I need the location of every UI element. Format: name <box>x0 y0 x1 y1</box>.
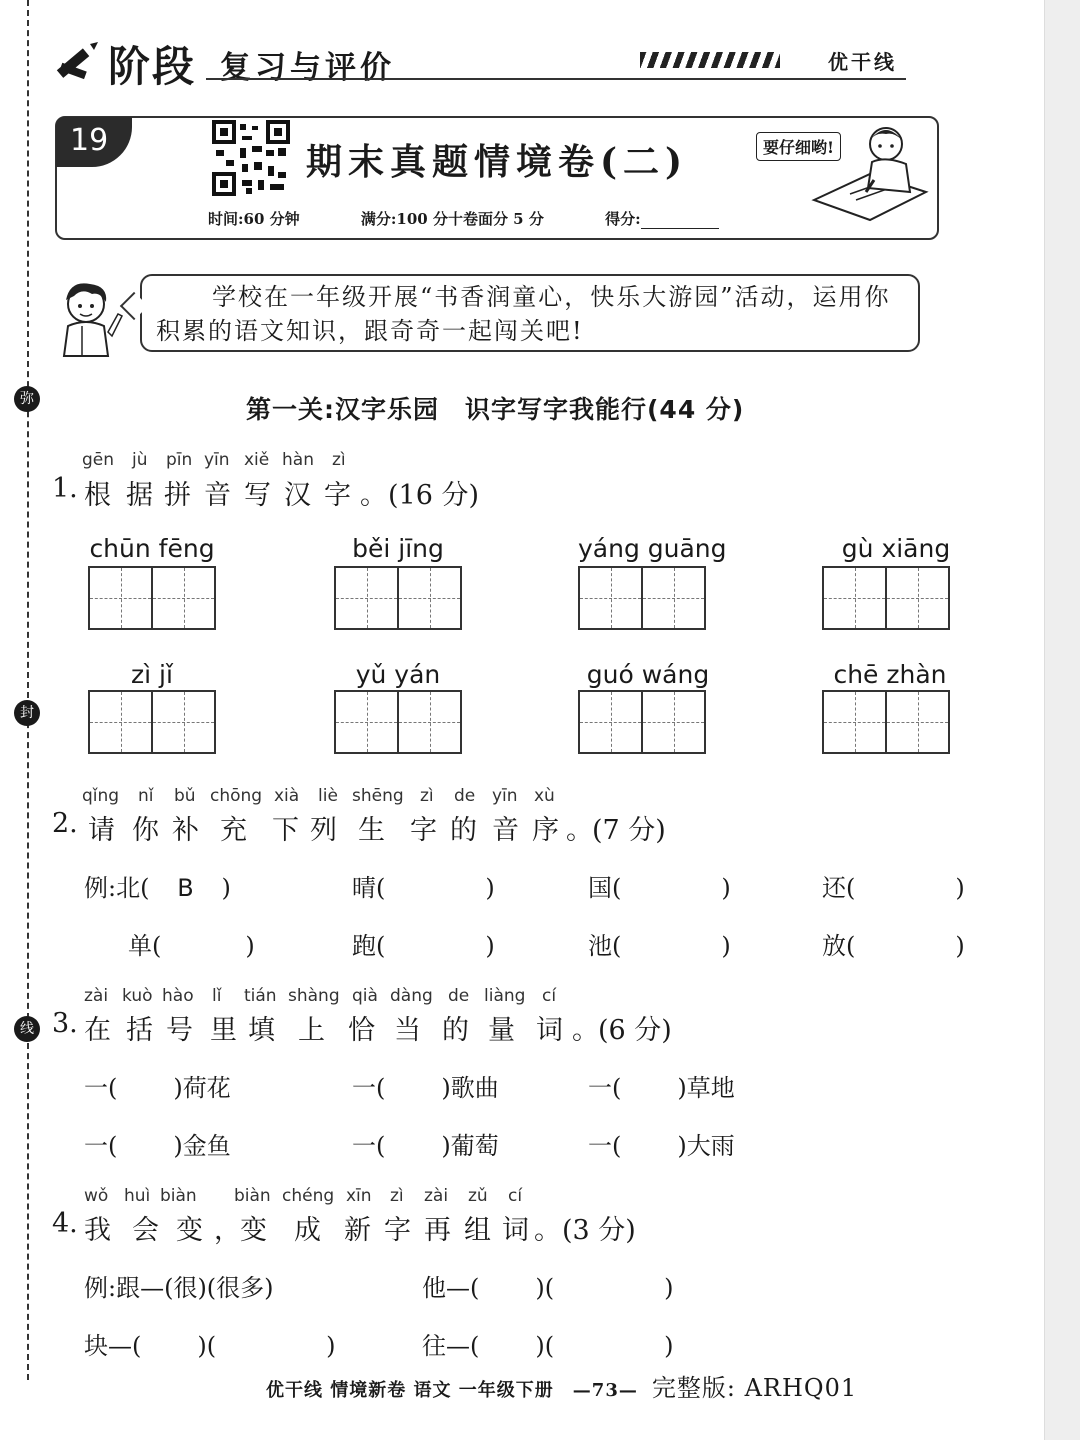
item-post: ) <box>664 1274 674 1302</box>
brand-label: 优干线 <box>828 50 897 74</box>
item-mid: )( <box>535 1274 555 1302</box>
tianzige-box[interactable] <box>88 566 216 630</box>
heading-char: 字 <box>324 480 351 511</box>
pinyin: yīn <box>492 786 518 806</box>
intro-content: 学校在一年级开展“书香润童心，快乐大游园”活动，运用你积累的语文知识，跟奇奇一起闯关吧! <box>156 283 891 345</box>
q2-item[interactable] <box>822 868 965 903</box>
item-mid: )( <box>197 1332 217 1360</box>
time-limit: 时间:60 分钟 <box>208 210 300 228</box>
tianzige-box[interactable] <box>822 566 950 630</box>
q3-item[interactable] <box>352 1126 499 1161</box>
heading-char: 生 <box>358 815 385 846</box>
stage-title: 阶段 <box>108 42 197 91</box>
footer-text: 优干线 情境新卷 语文 一年级下册 —73— <box>266 1380 638 1401</box>
pinyin: lǐ <box>212 986 222 1006</box>
tianzige-box[interactable] <box>578 566 706 630</box>
paper-meta <box>208 208 775 229</box>
heading-char: 会 <box>132 1215 159 1246</box>
heading-char: 列 <box>310 815 337 846</box>
section-1-title: 第一关:汉字乐园 识字写字我能行(44 分) <box>246 395 745 424</box>
item-post: )大雨 <box>677 1132 735 1160</box>
heading-char: 里 <box>210 1015 237 1046</box>
binding-cut-line <box>27 0 29 1380</box>
q1-pinyin-label: yǔ yán <box>355 660 441 689</box>
heading-char: 拼 <box>164 480 191 511</box>
heading-char: 请 <box>88 815 115 846</box>
heading-char: 变 <box>176 1215 203 1246</box>
close-paren: ) <box>485 932 495 960</box>
pencil-logo-icon <box>52 38 100 86</box>
qr-code-icon[interactable] <box>212 120 290 196</box>
pinyin: huì <box>124 1186 151 1206</box>
stage-subtitle: 复习与评价 <box>220 50 395 86</box>
question-score: (3 分) <box>562 1215 636 1246</box>
q3-item[interactable] <box>352 1068 499 1103</box>
tianzige-box[interactable] <box>88 690 216 754</box>
close-paren: ) <box>955 874 965 902</box>
pinyin: wǒ <box>84 1186 109 1206</box>
pinyin: zài <box>424 1186 449 1206</box>
question-number: 1. <box>52 473 78 504</box>
q1-pinyin-label: gù xiāng <box>841 534 951 563</box>
q1-pinyin-label: zì jǐ <box>131 660 173 689</box>
header-stripes <box>640 52 780 68</box>
pinyin: qǐng <box>82 786 120 806</box>
pinyin: chéng <box>282 1186 335 1206</box>
heading-char: 你 <box>132 815 159 846</box>
pinyin: xīn <box>346 1186 372 1206</box>
pinyin: biàn <box>160 1186 197 1206</box>
heading-char: 我 <box>84 1215 111 1246</box>
q3-item[interactable] <box>588 1126 735 1161</box>
item-label: 跑( <box>352 932 386 960</box>
pinyin: nǐ <box>138 786 154 806</box>
paper-title: 期末真题情境卷(二) <box>306 141 689 183</box>
tianzige-box[interactable] <box>822 690 950 754</box>
item-post: )金鱼 <box>173 1132 231 1160</box>
item-post: )葡萄 <box>441 1132 499 1160</box>
cut-mark-1: 弥 <box>14 386 40 412</box>
heading-char: 组 <box>464 1215 491 1246</box>
heading-char: 词 <box>536 1015 563 1046</box>
q2-item[interactable] <box>822 926 965 961</box>
pinyin: biàn <box>234 1186 271 1206</box>
q1-pinyin-label: yáng guāng <box>578 534 727 563</box>
item-pre: 一( <box>352 1132 386 1160</box>
item-pre: 一( <box>84 1132 118 1160</box>
pinyin: zì <box>390 1186 404 1206</box>
q1-pinyin-label: guó wáng <box>586 660 710 689</box>
heading-char: 写 <box>244 480 271 511</box>
item-label: 晴( <box>352 874 386 902</box>
item-pre: 一( <box>84 1074 118 1102</box>
q3-pinyin <box>84 986 584 1006</box>
heading-char: ， <box>214 1215 241 1246</box>
q3-item[interactable] <box>84 1068 231 1103</box>
cut-mark-3: 线 <box>14 1016 40 1042</box>
tianzige-box[interactable] <box>334 690 462 754</box>
pinyin: yīn <box>204 450 230 470</box>
q3-heading <box>52 1008 712 1046</box>
example-label: 例:北( <box>84 874 150 902</box>
item-pre: 他—( <box>422 1274 480 1302</box>
heading-char: 恰 <box>348 1015 375 1046</box>
pinyin: zǔ <box>468 1186 488 1206</box>
heading-char: 成 <box>294 1215 321 1246</box>
item-label: 池( <box>588 932 622 960</box>
q1-pinyin <box>82 450 382 470</box>
question-score: (6 分) <box>598 1015 672 1046</box>
item-post: )草地 <box>677 1074 735 1102</box>
heading-char: 上 <box>298 1015 325 1046</box>
item-label: 国( <box>588 874 622 902</box>
pinyin: gēn <box>82 450 115 470</box>
footer <box>266 1368 857 1403</box>
question-number: 4. <box>52 1208 78 1239</box>
heading-char: 下 <box>272 815 299 846</box>
heading-char: 量 <box>488 1015 515 1046</box>
heading-char: 。 <box>534 1215 561 1246</box>
q2-item[interactable] <box>352 926 495 961</box>
pinyin: cí <box>508 1186 523 1206</box>
item-pre: 一( <box>588 1132 622 1160</box>
page-edge-shadow <box>1044 0 1080 1440</box>
heading-char: 新 <box>344 1215 371 1246</box>
close-paren: ) <box>721 932 731 960</box>
item-post: )荷花 <box>173 1074 231 1102</box>
close-paren: ) <box>221 874 231 902</box>
full-score: 满分:100 分十卷面分 5 分 <box>360 210 544 228</box>
question-score: (7 分) <box>592 815 666 846</box>
pinyin: qià <box>352 986 378 1006</box>
heading-char: 的 <box>442 1015 469 1046</box>
heading-char: 字 <box>384 1215 411 1246</box>
q4-example: 例:跟—(很)(很多) <box>84 1274 274 1302</box>
pinyin: jù <box>132 450 148 470</box>
q2-item[interactable] <box>588 926 731 961</box>
kid-writing-illustration <box>810 122 930 222</box>
item-label: 还( <box>822 874 856 902</box>
pinyin: dàng <box>390 986 433 1006</box>
heading-char: 当 <box>394 1015 421 1046</box>
boy-qiqi-illustration <box>52 278 124 358</box>
close-paren: ) <box>485 874 495 902</box>
pinyin: zài <box>84 986 109 1006</box>
footer-code: 完整版: ARHQ01 <box>651 1374 858 1402</box>
tianzige-box[interactable] <box>578 690 706 754</box>
pinyin: hào <box>162 986 194 1006</box>
cut-mark-2: 封 <box>14 700 40 726</box>
pinyin: xù <box>534 786 555 806</box>
pinyin: liè <box>318 786 338 806</box>
heading-char: 音 <box>492 815 519 846</box>
item-mid: )( <box>535 1332 555 1360</box>
question-score: (16 分) <box>388 480 480 511</box>
tianzige-box[interactable] <box>334 566 462 630</box>
item-post: ) <box>664 1332 674 1360</box>
score-label: 得分: <box>605 210 641 228</box>
heading-char: 序 <box>532 815 559 846</box>
pinyin: de <box>454 786 476 806</box>
item-post: )歌曲 <box>441 1074 499 1102</box>
heading-char: 词 <box>502 1215 529 1246</box>
pinyin: tián <box>244 986 277 1006</box>
header-rule <box>206 78 906 80</box>
heading-char: 。 <box>360 480 387 511</box>
intro-text <box>156 280 916 348</box>
pinyin: chōng <box>210 786 263 806</box>
pinyin: xiě <box>244 450 270 470</box>
heading-char: 根 <box>84 480 111 511</box>
heading-char: 字 <box>410 815 437 846</box>
q3-item[interactable] <box>84 1126 231 1161</box>
pinyin: shēng <box>352 786 404 806</box>
q4-item[interactable] <box>422 1326 673 1361</box>
q2-item[interactable] <box>588 868 731 903</box>
heading-char: 填 <box>248 1015 275 1046</box>
q4-heading <box>52 1208 672 1246</box>
item-pre: 一( <box>588 1074 622 1102</box>
pinyin: kuò <box>122 986 153 1006</box>
heading-char: 充 <box>220 815 247 846</box>
item-pre: 块—( <box>84 1332 142 1360</box>
heading-char: 。 <box>572 1015 599 1046</box>
close-paren: ) <box>245 932 255 960</box>
item-label: 单( <box>128 932 162 960</box>
pinyin: zì <box>420 786 434 806</box>
heading-char: 在 <box>84 1015 111 1046</box>
item-pre: 一( <box>352 1074 386 1102</box>
example-answer: B <box>177 874 194 902</box>
q2-example <box>84 868 231 903</box>
item-label: 放( <box>822 932 856 960</box>
heading-char: 据 <box>126 480 153 511</box>
pinyin: cí <box>542 986 557 1006</box>
heading-char: 括 <box>126 1015 153 1046</box>
heading-char: 再 <box>424 1215 451 1246</box>
close-paren: ) <box>721 874 731 902</box>
close-paren: ) <box>955 932 965 960</box>
heading-char: 。 <box>566 815 593 846</box>
pinyin: bǔ <box>174 786 196 806</box>
heading-char: 号 <box>166 1015 193 1046</box>
q2-heading <box>52 808 712 846</box>
heading-char: 补 <box>172 815 199 846</box>
q1-heading <box>52 473 552 511</box>
heading-char: 的 <box>450 815 477 846</box>
score-blank[interactable] <box>641 214 719 229</box>
q4-pinyin <box>84 1186 544 1206</box>
q4-item[interactable] <box>422 1268 673 1303</box>
pinyin: liàng <box>484 986 526 1006</box>
pinyin: zì <box>332 450 346 470</box>
question-number: 3. <box>52 1008 78 1039</box>
q1-pinyin-label: běi jīng <box>352 534 444 563</box>
heading-char: 音 <box>204 480 231 511</box>
q4-item[interactable] <box>84 1326 335 1361</box>
pinyin: shàng <box>288 986 340 1006</box>
q3-item[interactable] <box>588 1068 735 1103</box>
item-post: ) <box>326 1332 336 1360</box>
pinyin: de <box>448 986 470 1006</box>
item-pre: 往—( <box>422 1332 480 1360</box>
pinyin: hàn <box>282 450 314 470</box>
q2-pinyin <box>82 786 582 806</box>
pinyin: pīn <box>166 450 193 470</box>
pinyin: xià <box>274 786 300 806</box>
heading-char: 汉 <box>284 480 311 511</box>
q2-item[interactable] <box>128 926 255 961</box>
q1-pinyin-label: chūn fēng <box>89 534 215 563</box>
paper-number-badge: 19 <box>56 117 132 167</box>
heading-char: 变 <box>240 1215 267 1246</box>
question-number: 2. <box>52 808 78 839</box>
q1-pinyin-label: chē zhàn <box>833 660 947 689</box>
q2-item[interactable] <box>352 868 495 903</box>
careful-bubble: 要仔细哟! <box>756 132 841 161</box>
